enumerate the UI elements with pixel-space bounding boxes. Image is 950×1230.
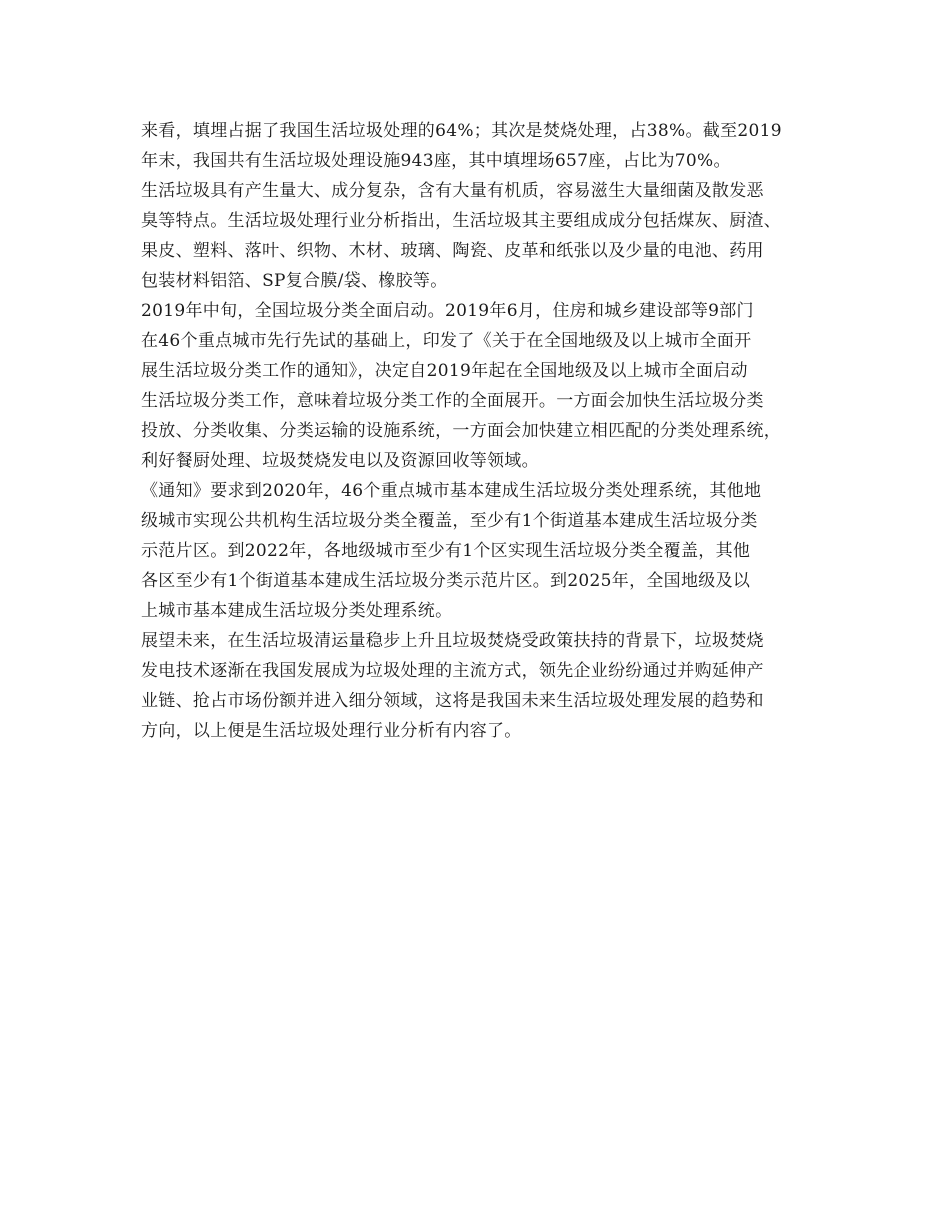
text-line: 生活垃圾具有产生量大、成分复杂，含有大量有机质，容易滋生大量细菌及散发恶	[141, 181, 764, 201]
text-line: 利好餐厨处理、垃圾焚烧发电以及资源回收等领域。	[141, 451, 539, 471]
text-line: 果皮、塑料、落叶、织物、木材、玻璃、陶瓷、皮革和纸张以及少量的电池、药用	[141, 241, 764, 261]
text-line: 示范片区。到2022年，各地级城市至少有1个区实现生活垃圾分类全覆盖，其他	[141, 541, 751, 561]
text-line: 级城市实现公共机构生活垃圾分类全覆盖，至少有1个街道基本建成生活垃圾分类	[141, 511, 758, 531]
text-line: 年末，我国共有生活垃圾处理设施943座，其中填埋场657座，占比为70%。	[141, 151, 731, 171]
text-line: 展望未来，在生活垃圾清运量稳步上升且垃圾焚烧受政策扶持的背景下，垃圾焚烧	[141, 631, 764, 651]
text-line: 发电技术逐渐在我国发展成为垃圾处理的主流方式，领先企业纷纷通过并购延伸产	[141, 661, 764, 681]
text-line: 投放、分类收集、分类运输的设施系统，一方面会加快建立相匹配的分类处理系统，	[141, 421, 782, 441]
text-line: 2019年中旬，全国垃圾分类全面启动。2019年6月，住房和城乡建设部等9部门	[141, 301, 754, 321]
text-line: 来看，填埋占据了我国生活垃圾处理的64%；其次是焚烧处理，占38%。截至2019	[141, 121, 782, 141]
document-body	[141, 116, 821, 746]
text-line: 方向，以上便是生活垃圾处理行业分析有内容了。	[141, 721, 522, 741]
text-line: 包装材料铝箔、SP复合膜/袋、橡胶等。	[141, 271, 448, 291]
text-line: 臭等特点。生活垃圾处理行业分析指出，生活垃圾其主要组成成分包括煤灰、厨渣、	[141, 211, 782, 231]
text-line: 业链、抢占市场份额并进入细分领域，这将是我国未来生活垃圾处理发展的趋势和	[141, 691, 764, 711]
text-line: 在46个重点城市先行先试的基础上，印发了《关于在全国地级及以上城市全面开	[141, 331, 752, 351]
text-line: 各区至少有1个街道基本建成生活垃圾分类示范片区。到2025年，全国地级及以	[141, 571, 751, 591]
text-line: 上城市基本建成生活垃圾分类处理系统。	[141, 601, 453, 621]
text-line: 展生活垃圾分类工作的通知》，决定自2019年起在全国地级及以上城市全面启动	[141, 361, 748, 381]
text-line: 生活垃圾分类工作，意味着垃圾分类工作的全面展开。一方面会加快生活垃圾分类	[141, 391, 764, 411]
text-line: 《通知》要求到2020年，46个重点城市基本建成生活垃圾分类处理系统，其他地	[141, 481, 762, 501]
